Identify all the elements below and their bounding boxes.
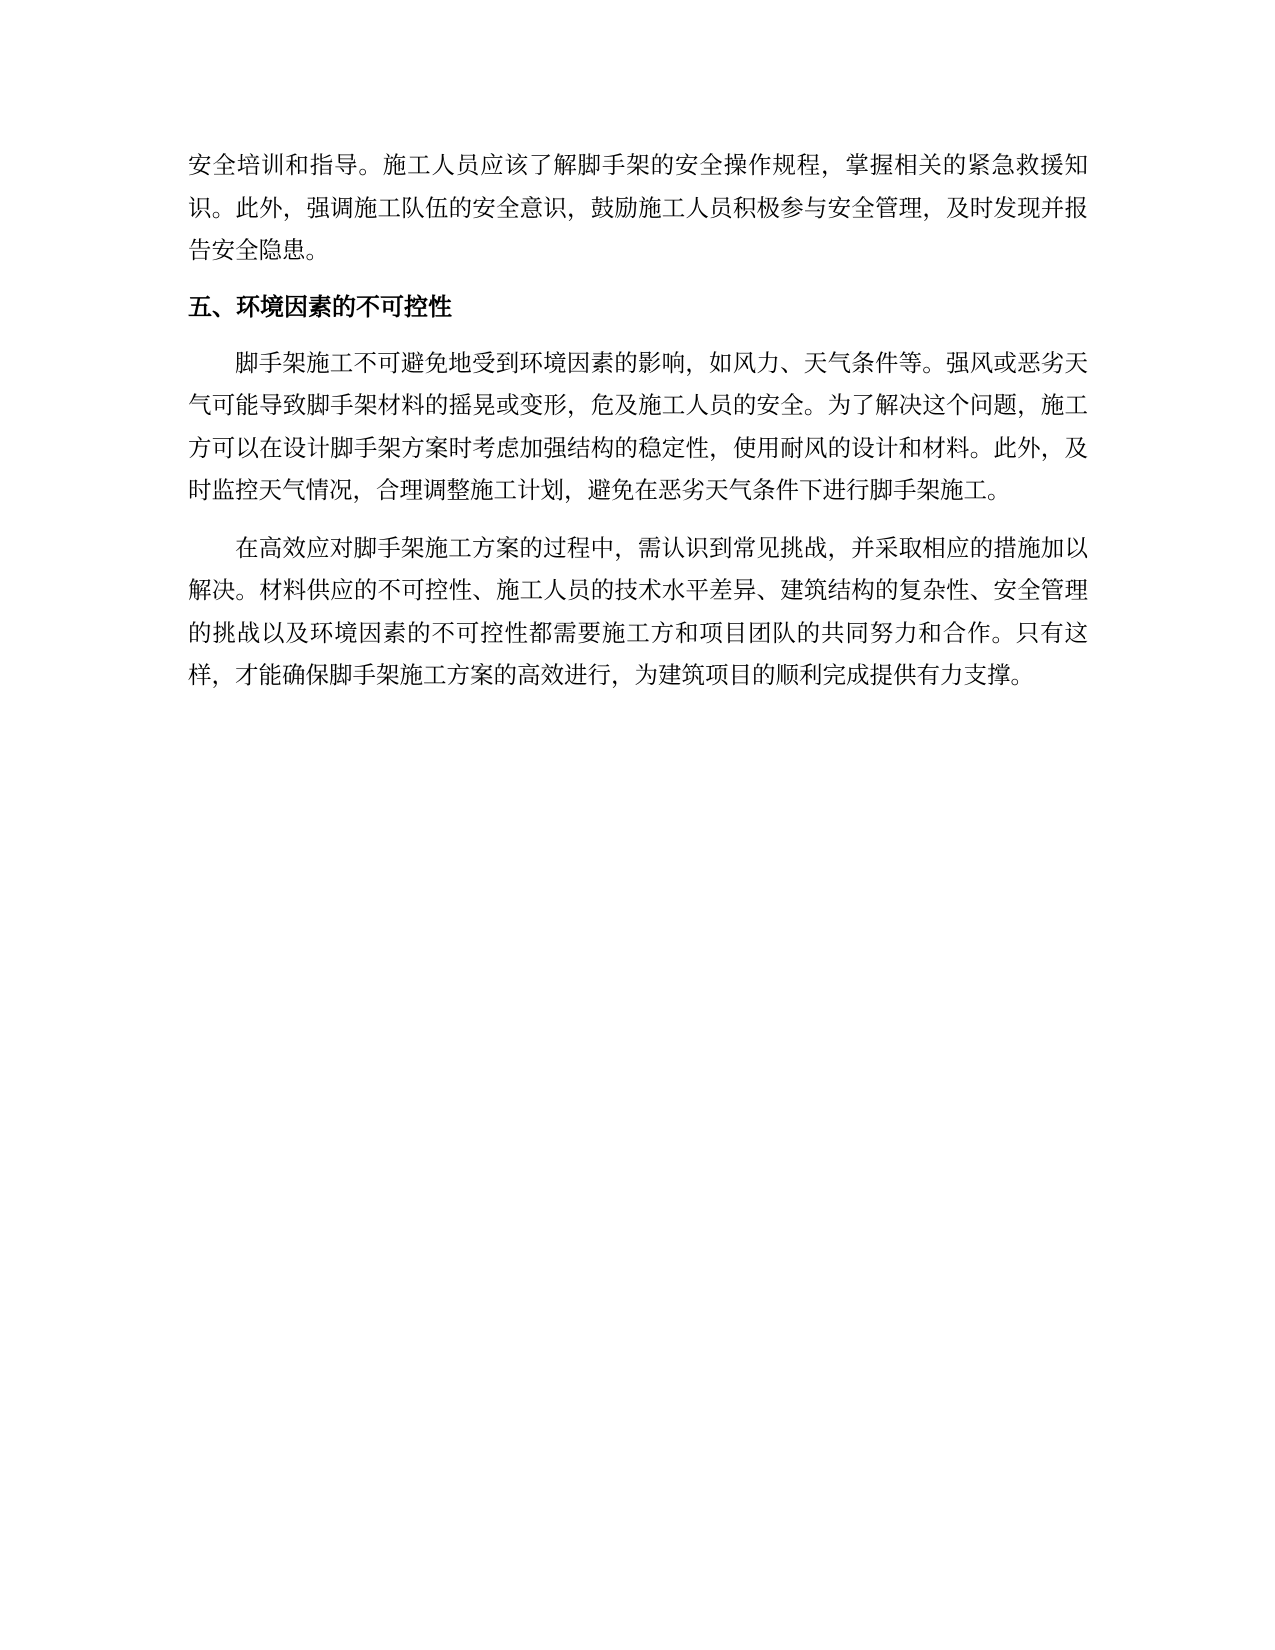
paragraph-conclusion: 在高效应对脚手架施工方案的过程中，需认识到常见挑战，并采取相应的措施加以解决。材料供应的不可控性、施工人员的技术水平差异、建筑结构的复杂性、安全管理的挑战以及环境因素的不可控性都需要施工方和项目团队的共同努力和合作。只有这样，才能确保脚手架施工方案的高效进行，为建筑项目的顺利完成提供有力支撑。 [188, 533, 1088, 689]
section-heading-environment: 五、环境因素的不可控性 [188, 292, 452, 321]
paragraph-environment-factors: 脚手架施工不可避免地受到环境因素的影响，如风力、天气条件等。强风或恶劣天气可能导致脚手架材料的摇晃或变形，危及施工人员的安全。为了解决这个问题，施工方可以在设计脚手架方案时考虑加强结构的稳定性，使用耐风的设计和材料。此外，及时监控天气情况，合理调整施工计划，避免在恶劣天气条件下进行脚手架施工。 [188, 348, 1088, 504]
document-body [188, 144, 1088, 697]
paragraph-safety-training-continued: 安全培训和指导。施工人员应该了解脚手架的安全操作规程，掌握相关的紧急救援知识。此外，强调施工队伍的安全意识，鼓励施工人员积极参与安全管理，及时发现并报告安全隐患。 [188, 151, 1088, 264]
